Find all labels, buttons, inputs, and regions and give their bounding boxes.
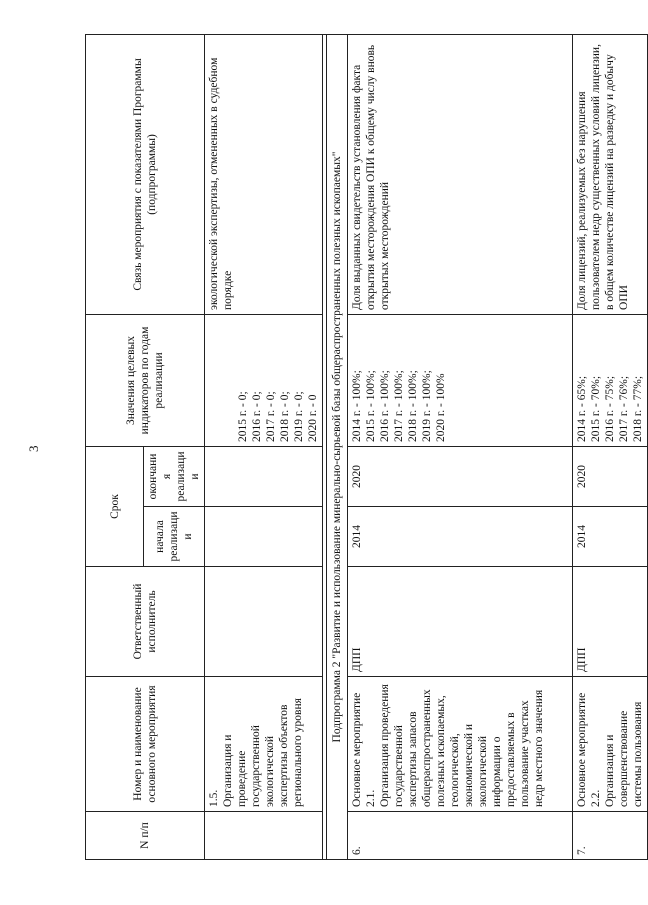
cell-end: 2020 (348, 446, 573, 506)
cell-end (205, 446, 323, 506)
cell-targets: 2014 г. - 65%; 2015 г. - 70%; 2016 г. - 75%; 2017 г. - 76%; 2018 г. - 77%; (573, 314, 648, 446)
cell-num: 7. (573, 812, 648, 860)
cell-executor: ДПП (348, 567, 573, 677)
cell-start: 2014 (348, 507, 573, 567)
cell-name: Основное мероприятие 2.2. Организация и совершенствование системы пользования (573, 677, 648, 812)
cell-link: экологической экспертизы, отмененных в судебном порядке (205, 34, 323, 314)
cell-num (205, 812, 323, 860)
header-name: Номер и наименование основного мероприятия (86, 677, 205, 812)
header-link: Связь мероприятия с показателями Программы (подпрограммы) (86, 34, 205, 314)
page-number: 3 (26, 445, 41, 452)
cell-link: Доля лицензий, реализуемых без нарушения пользователем недр существенных условий лицензии, в общем количестве лицензий на разведку и добычу ОПИ (573, 34, 648, 314)
header-executor: Ответственный исполнитель (86, 567, 205, 677)
section-title: Подпрограмма 2 "Развитие и использование минерально-сырьевой базы общераспространенных полезных ископаемых" (327, 34, 348, 859)
cell-targets: 2014 г. - 100%; 2015 г. - 100%; 2016 г. - 100%; 2017 г. - 100%; 2018 г. - 100%; 2019 г. - 100%; 2020 г. - 100% (348, 314, 573, 446)
section-row (327, 34, 348, 859)
document-table-container (85, 35, 644, 860)
cell-num: 6. (348, 812, 573, 860)
header-targets: Значения целевых индикаторов по годам реализации (86, 314, 205, 446)
cell-executor: ДПП (573, 567, 648, 677)
cell-name: 1.5. Организация и проведение государственной экологической экспертизы объектов регионального уровня (205, 677, 323, 812)
cell-link: Доля выданных свидетельств установления факта открытия месторождения ОПИ к общему числу вновь открытых месторождений (348, 34, 573, 314)
table-row-6 (348, 34, 573, 859)
header-row-1 (86, 34, 144, 859)
cell-end: 2020 (573, 446, 648, 506)
cell-targets: 2015 г. - 0; 2016 г. - 0; 2017 г. - 0; 2018 г. - 0; 2019 г. - 0; 2020 г. - 0 (205, 314, 323, 446)
cell-name: Основное мероприятие 2.1. Организация проведения государственной экспертизы запасов общераспространенных полезных ископаемых, геологической, экономической и экологической информации о предоставляемых в пользование участках недр местного значения (348, 677, 573, 812)
cell-start: 2014 (573, 507, 648, 567)
table-row-7 (573, 34, 648, 859)
cell-start (205, 507, 323, 567)
header-term: Срок (86, 446, 144, 566)
header-num: N п/п (86, 812, 205, 860)
table-row-prev (205, 34, 323, 859)
header-start: начала реализации (144, 507, 205, 567)
header-end: окончания реализации (144, 446, 205, 506)
cell-executor (205, 567, 323, 677)
measures-table (85, 34, 648, 860)
